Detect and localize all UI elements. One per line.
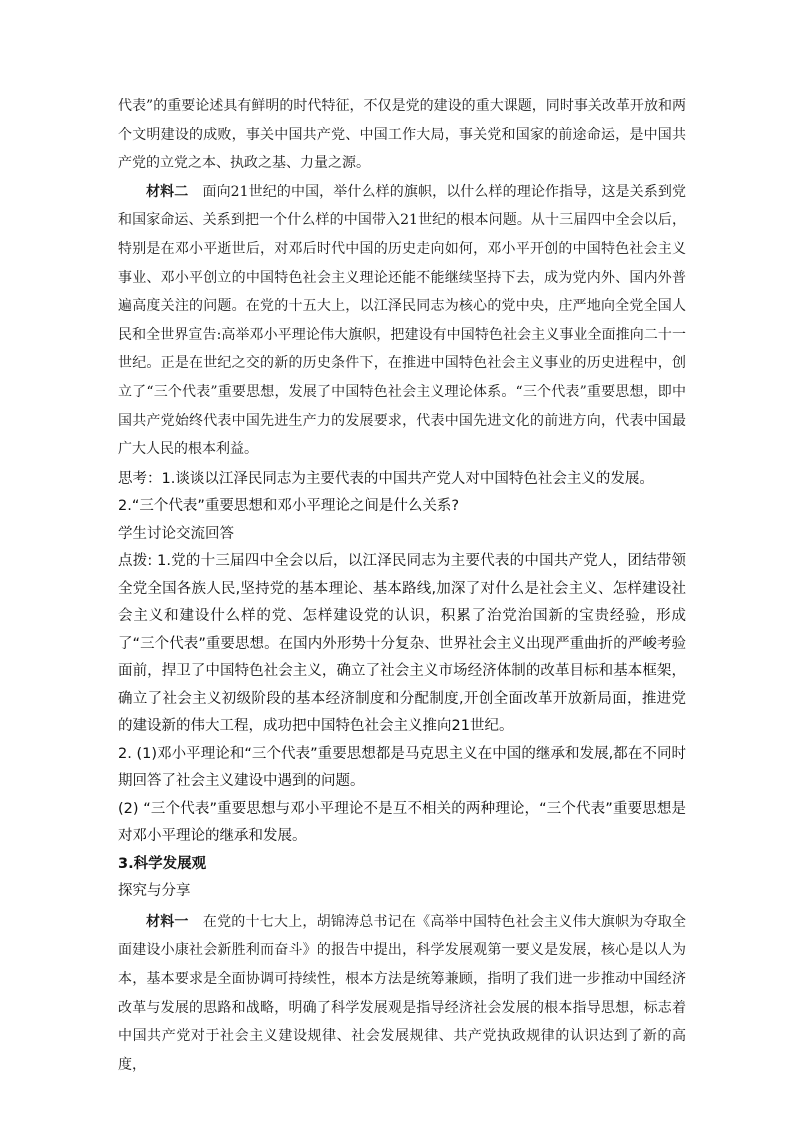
material-2 <box>118 178 686 464</box>
section-3-heading: 3.科学发展观 <box>118 855 207 872</box>
thinking-block <box>118 466 686 906</box>
thinking-question-1: 思考：1.谈谈以江泽民同志为主要代表的中国共产党人对中国特色社会主义的发展。 <box>118 470 654 487</box>
material-1b-text: 在党的十七大上，胡锦涛总书记在《高举中国特色社会主义伟大旗帜为夺取全面建设小康社会新胜利而奋斗》的报告中提出，科学发展观第一要义是发展，核心是以人为本，基本要求是全面协调可持续性，根本方法是统筹兼顾，指明了我们进一步推动中国经济改革与发展的思路和战略，明确了科学发展观是指导经济社会发展的根本指导思想，标志着中国共产党对于社会主义建设规律、社会发展规律、共产党执政规律的认识达到了新的高度， <box>118 913 687 1073</box>
thinking-question-2: 2.“三个代表”重要思想和邓小平理论之间是什么关系? <box>118 498 460 515</box>
material-1b <box>118 908 686 1080</box>
material-1b-paragraph <box>118 908 686 1080</box>
material-2-label: 材料二 <box>146 183 189 200</box>
pointer-3: (2) “三个代表”重要思想与邓小平理论不是互不相关的两种理论，“三个代表”重要思想是对邓小平理论的继承和发展。 <box>118 800 686 845</box>
material-1-continuation <box>118 92 686 178</box>
discussion-line: 学生讨论交流回答 <box>118 525 234 542</box>
document-page <box>118 92 686 1079</box>
material-2-text: 面向21世纪的中国，举什么样的旗帜，以什么样的理论作指导，这是关系到党和国家命运、关系到把一个什么样的中国带入21世纪的根本问题。从十三届四中全会以后，特别是在邓小平逝世后，对邓后时代中国的历史走向如何，邓小平开创的中国特色社会主义事业、邓小平创立的中国特色社会主义理论还能不能继续坚持下去，成为党内外、国内外普遍高度关注的问题。在党的十五大上，以江泽民同志为核心的党中央，庄严地向全党全国人民和全世界宣告:高举邓小平理论伟大旗帜，把建设有中国特色社会主义事业全面推向二十一世纪。正是在世纪之交的新的历史条件下，在推进中国特色社会主义事业的历史进程中，创立了“三个代表”重要思想，发展了中国特色社会主义理论体系。“三个代表”重要思想，即中国共产党始终代表中国先进生产力的发展要求，代表中国先进文化的前进方向，代表中国最广大人民的根本利益。 <box>118 183 687 458</box>
section-3-subheading: 探究与分享 <box>118 883 191 900</box>
material-1-text: 代表”的重要论述具有鲜明的时代特征，不仅是党的建设的重大课题，同时事关改革开放和两个文明建设的成败，事关中国共产党、中国工作大局，事关党和国家的前途命运，是中国共产党的立党之本、执政之基、力量之源。 <box>118 98 686 172</box>
material-2-paragraph <box>118 178 686 464</box>
material-1b-label: 材料一 <box>146 913 189 930</box>
pointer-2: 2. (1)邓小平理论和“三个代表”重要思想都是马克思主义在中国的继承和发展,都在不同时期回答了社会主义建设中遇到的问题。 <box>118 745 686 790</box>
pointer-1: 点拨: 1.党的十三届四中全会以后，以江泽民同志为主要代表的中国共产党人，团结带领全党全国各族人民,坚持党的基本理论、基本路线,加深了对什么是社会主义、怎样建设社会主义和建设什么样的党、怎样建设党的认识，积累了治党治国新的宝贵经验，形成了“三个代表”重要思想。在国内外形势十分复杂、世界社会主义出现严重曲折的严峻考验面前，捍卫了中国特色社会主义，确立了社会主义市场经济体制的改革目标和基本框架，确立了社会主义初级阶段的基本经济制度和分配制度,开创全面改革开放新局面，推进党的建设新的伟大工程，成功把中国特色社会主义推向21世纪。 <box>118 553 686 735</box>
